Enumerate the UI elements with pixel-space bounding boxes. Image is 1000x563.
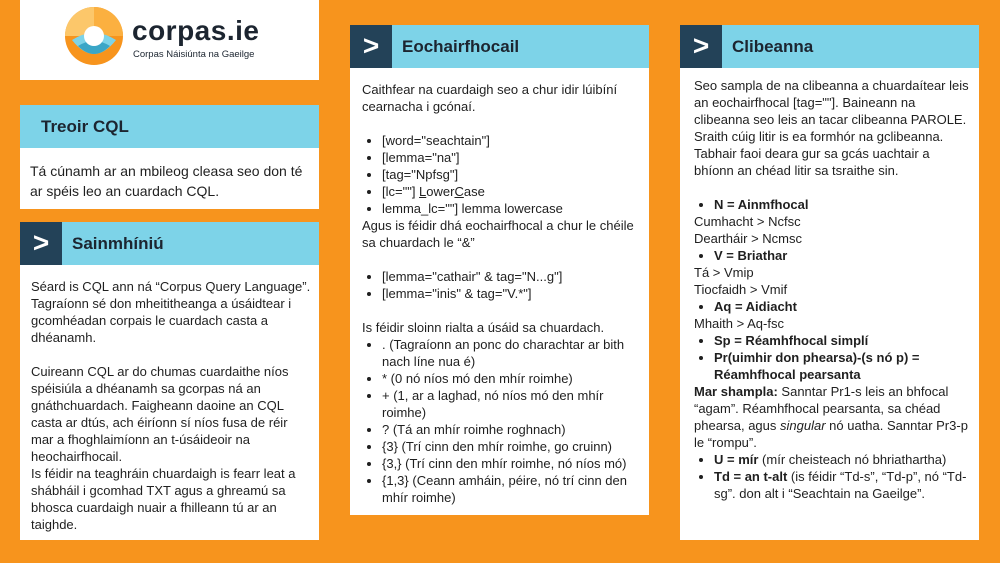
list-item: • . (Tagraíonn an ponc do charachtar ar bith nach líne nua é): [382, 336, 641, 370]
list-item: • {3,} (Trí cinn den mhír roimhe, nó níos mó): [382, 455, 641, 472]
sainmhiniu-paragraph: Séard is CQL ann ná “Corpus Query Language”. Tagraíonn sé don mheititheanga a úsáidtear i gcomhéadan corpais le cuardach casta a dhéanamh.: [31, 279, 311, 345]
list-item: • [lemma="cathair" & tag="N...g"]: [382, 268, 641, 285]
eochairfhocail-panel: [350, 25, 649, 515]
list-item: • ? (Tá an mhír roimhe roghnach): [382, 421, 641, 438]
sainmhiniu-paragraph: Cuireann CQL ar do chumas cuardaithe níos spéisiúla a dhéanamh sa gcorpas ná an gnáthchuardach. Faigheann daoine an CQL casta ar dtús, ach éiríonn sí níos fusa de réir mar a fhoghlaimíonn an t-úsáideoir na heochairfhocail.: [31, 364, 289, 464]
treoir-text: Tá cúnamh ar an mbileog cleasa seo don té ar spéis leo an cuardach CQL.: [30, 163, 303, 199]
tag-heading: • Td = an t-alt (is féidir “Td-s”, “Td-p”, nó “Td-sg”. don alt i “Seachtain na Gaeilge”.: [714, 468, 971, 502]
tag-heading: • Aq = Aidiacht: [714, 298, 971, 315]
list-item: • {3} (Trí cinn den mhír roimhe, go cruinn): [382, 438, 641, 455]
eochair-combine: Agus is féidir dhá eochairfhocal a chur le chéile sa chuardach le “&”: [362, 218, 634, 250]
chevron-right-icon: >: [20, 222, 62, 265]
sainmhiniu-paragraph: Is féidir na teaghráin chuardaigh is fearr leat a shábháil i gcomhad TXT agus a ghreamú sa bhosca cuardaigh nuair a fhilleann tú ar an taighde.: [31, 466, 296, 532]
list-item: • * (0 nó níos mó den mhír roimhe): [382, 370, 641, 387]
tag-example-paragraph: Mar shampla: Sanntar Pr1-s leis an bhfocal “agam”. Réamhfhocal pearsanta, sa chéad phearsa, agus singular nó uatha. Sanntar Pr3-p le “rompu”.: [694, 384, 968, 450]
brand-name: corpas.ie: [132, 15, 260, 46]
clibeanna-header: [680, 25, 979, 68]
tag-example: Tá > Vmip: [694, 265, 754, 280]
list-item: • {1,3} (Ceann amháin, péire, nó trí cinn den mhír roimhe): [382, 472, 641, 506]
tag-example: Cumhacht > Ncfsc: [694, 214, 801, 229]
tag-heading: • V = Briathar: [714, 247, 971, 264]
brand-tagline: Corpas Náisiúnta na Gaeilge: [133, 49, 255, 60]
treoir-header: [20, 105, 319, 148]
keyword-list: [362, 132, 641, 217]
clibeanna-panel: [680, 25, 979, 540]
eochairfhocail-body: [350, 68, 649, 515]
list-item: • [word="seachtain"]: [382, 132, 641, 149]
tag-heading: • Pr(uimhir don phearsa)-(s nó p) = Réamhfhocal pearsanta: [714, 349, 971, 383]
tag-heading: • Sp = Réamhfhocal simplí: [714, 332, 971, 349]
sainmhiniu-title: Sainmhíniú: [72, 234, 164, 253]
clib-intro: Seo sampla de na clibeanna a chuardaítear leis an eochairfhocal [tag=""]. Baineann na clibeanna seo leis an tacar clibeanna PAROLE.: [694, 78, 969, 127]
tag-example: Deartháir > Ncmsc: [694, 231, 802, 246]
eochairfhocail-title: Eochairfhocail: [402, 37, 520, 56]
list-item: • [lemma="na"]: [382, 149, 641, 166]
corpas-logo-icon: [64, 6, 124, 66]
combine-list: [362, 268, 641, 302]
eochair-intro: Caithfear na cuardaigh seo a chur idir lúibíní cearnacha i gcónaí.: [362, 82, 618, 114]
sainmhiniu-header: [20, 222, 319, 265]
chevron-right-icon: >: [350, 25, 392, 68]
chevron-right-icon: >: [680, 25, 722, 68]
treoir-panel: [20, 105, 319, 209]
list-item: • [tag="Npfsg"]: [382, 166, 641, 183]
eochairfhocail-header: [350, 25, 649, 68]
tag-example: Mhaith > Aq-fsc: [694, 316, 784, 331]
regex-list: [362, 336, 641, 506]
clibeanna-body: [680, 68, 979, 540]
list-item: • + (1, ar a laghad, nó níos mó den mhír roimhe): [382, 387, 641, 421]
treoir-title: Treoir CQL: [41, 117, 129, 136]
tag-heading: • N = Ainmfhocal: [714, 196, 971, 213]
clibeanna-title: Clibeanna: [732, 37, 814, 56]
list-item: • [lemma="inis" & tag="V.*"]: [382, 285, 641, 302]
sainmhiniu-panel: [20, 222, 319, 540]
clib-intro: Sraith cúig litir is ea formhór na gclibeanna. Tabhair faoi deara gur sa gcás uachtair a bhíonn an chéad litir sa tsraithe sin.: [694, 129, 944, 178]
list-item: • lemma_lc=""] lemma lowercase: [382, 200, 641, 217]
sainmhiniu-body: [20, 265, 319, 540]
tag-heading: • U = mír (mír cheisteach nó bhriathartha): [714, 451, 971, 468]
logo-panel: [20, 0, 319, 80]
tag-example: Tiocfaidh > Vmif: [694, 282, 788, 297]
list-item: • [lc=""] LowerCase: [382, 183, 641, 200]
regex-intro: Is féidir sloinn rialta a úsáid sa chuardach.: [362, 320, 605, 335]
